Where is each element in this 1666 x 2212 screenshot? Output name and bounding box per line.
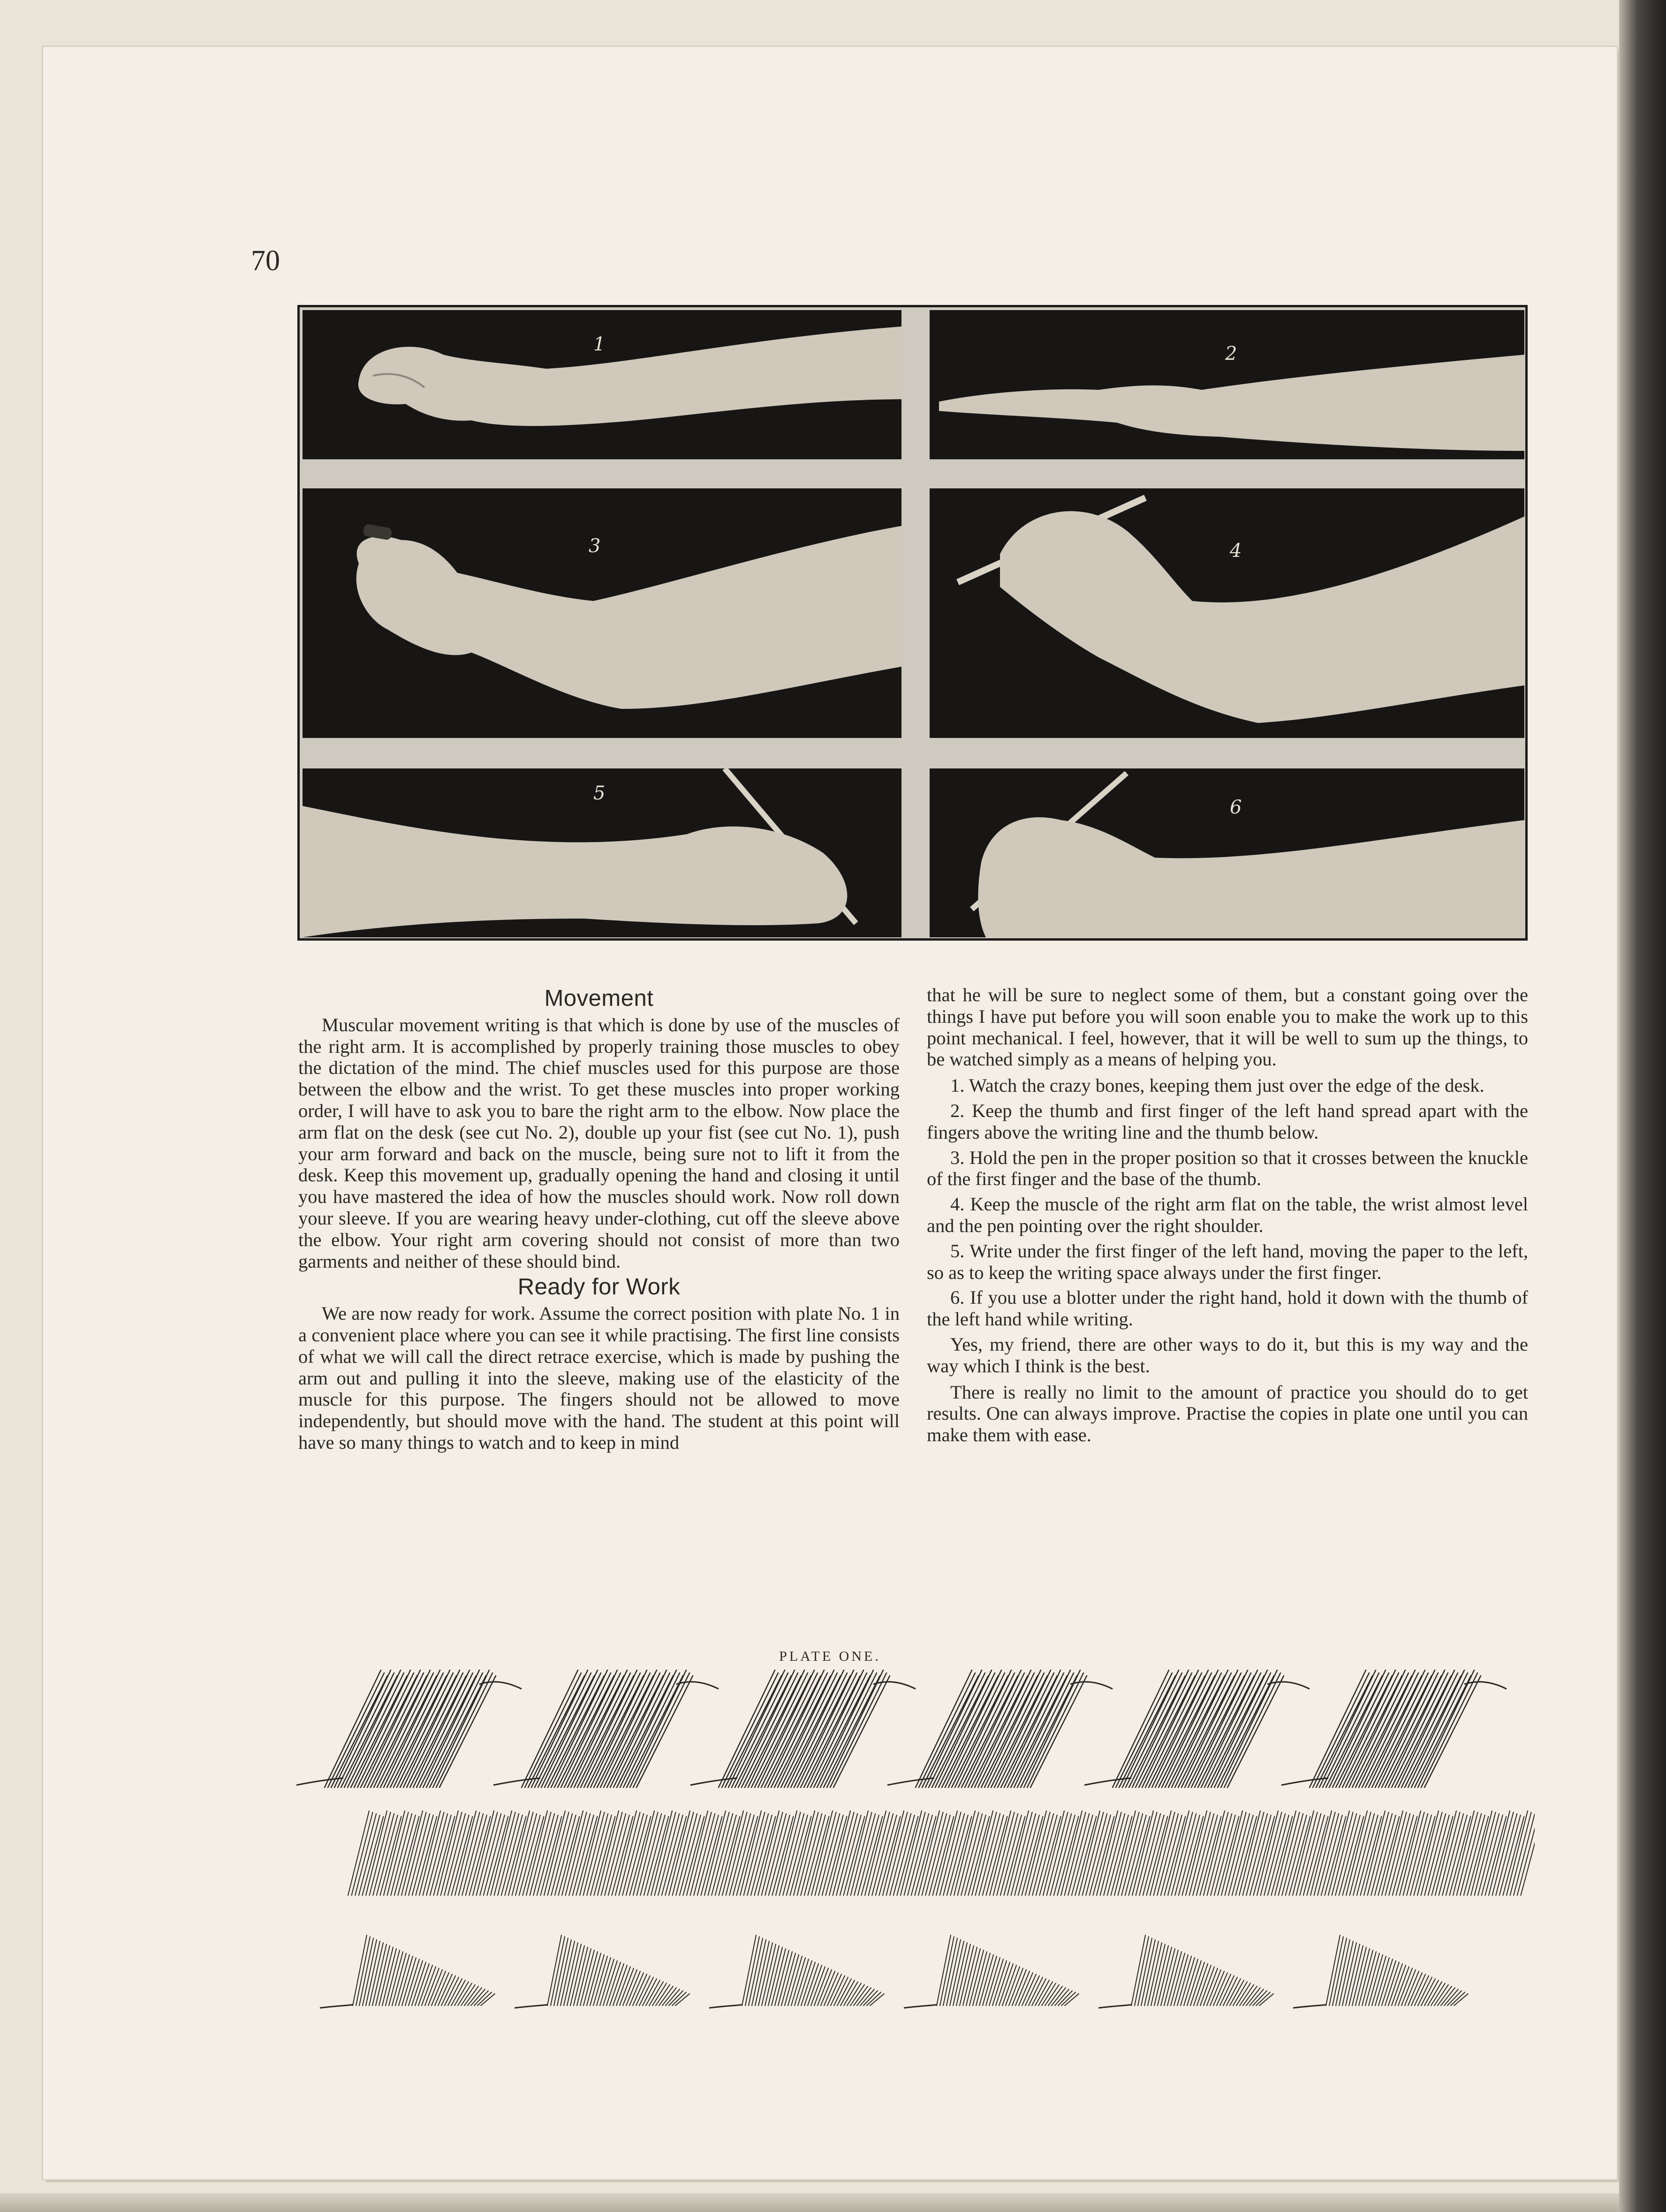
pen-hold-arm-illustration (930, 488, 1524, 738)
paragraph-movement: Muscular movement writing is that which is done by use of the muscles of the right arm. It is accomplished by properly training those muscles to obey the dictation of the mind. The chief muscles used for this purpose are those between the elbow and the wrist. To get these muscles into proper working order, I will have to ask you to bare the right arm to the elbow. Now place the arm flat on the desk (see cut No. 2), double up your fist (see cut No. 1), push your arm forward and back on the muscle, being sure not to lift it from the desk. Keep this movement up, gradually opening the hand and closing it until you have mastered the idea of how the muscles should work. Now roll down your sleeve. If you are wearing heavy under-clothing, cut off the sleeve above the elbow. Your right arm covering should not consist of more than two garments and neither of these should bind. (298, 1014, 900, 1272)
pen-fist-arm-illustration (303, 488, 901, 738)
connecting-stroke (904, 2005, 937, 2008)
fist-arm-illustration (303, 310, 901, 459)
pen-stroke (666, 1989, 680, 2006)
arm-position-photo-plate (297, 305, 1528, 941)
pen-stroke (468, 1988, 482, 2006)
pen-stroke (860, 1989, 874, 2006)
pen-stroke (1246, 1988, 1260, 2006)
pen-stroke (662, 1988, 676, 2006)
book-page (43, 47, 1617, 2179)
photo-cut-1-fist (303, 310, 901, 459)
list-item: 2. Keep the thumb and first finger of the left hand spread apart with the fingers above the writing line and the thumb below. (927, 1100, 1528, 1143)
connecting-stroke (1098, 2005, 1131, 2008)
connecting-stroke (515, 2005, 547, 2008)
photo-cut-2-flat-hand (930, 310, 1524, 459)
right-text-column (927, 984, 1528, 1451)
list-item: 3. Hold the pen in the proper position so that it crosses between the knuckle of the first finger and the base of the thumb. (927, 1147, 1528, 1190)
pen-writing-arm-illustration (930, 768, 1524, 937)
exercise-row-continuous (296, 1802, 1535, 1905)
plate-caption: PLATE ONE. (779, 1649, 881, 1664)
list-item: 6. If you use a blotter under the right hand, hold it down with the thumb of the left hand while writing. (927, 1287, 1528, 1330)
paragraph-other-ways: Yes, my friend, there are other ways to do it, but this is my way and the way which I think is the best. (927, 1333, 1528, 1376)
list-item: 5. Write under the first finger of the left hand, moving the paper to the left, so as to keep the writing space always under the first finger. (927, 1240, 1528, 1283)
cut-number-3: 3 (589, 535, 601, 557)
flat-hand-arm-illustration (930, 310, 1524, 459)
photo-cut-4-pen-hold (930, 488, 1524, 738)
paragraph-no-limit: There is really no limit to the amount of practice you should do to get results. One can always improve. Practise the copies in plate one until you can make them with ease. (927, 1381, 1528, 1446)
paragraph-ready-for-work: We are now ready for work. Assume the correct position with plate No. 1 in a convenient place where you can see it while practising. The first line consists of what we will call the direct retrace exercise, which is made by pushing the arm out and pulling it into the sleeve, making use of the elasticity of the muscle for this purpose. The fingers should not be allowed to move independently, but should move with the hand. The student at this point will have so many things to watch and to keep in mind (298, 1303, 900, 1453)
photo-cut-5-side-view (303, 768, 901, 937)
photo-cut-6-pen-writing (930, 768, 1524, 937)
pen-stroke (471, 1989, 485, 2006)
photo-cut-3-pen-fist (303, 488, 901, 738)
cut-number-5: 5 (593, 783, 606, 804)
diminishing-retrace-strokes (296, 1912, 1535, 2020)
exercise-row-direct-retrace (296, 1656, 1535, 1802)
list-item: 1. Watch the crazy bones, keeping them just over the edge of the desk. (950, 1075, 1484, 1096)
continuous-retrace-strokes (296, 1802, 1535, 1905)
paragraph-continued: that he will be sure to neglect some of them, but a constant going over the things I have put before you will soon enable you to make the work up to this point mechanical. I feel, however, that it will be well to sum up the things, to be watched simply as a means of helping you. (927, 984, 1528, 1070)
pen-stroke (1055, 1989, 1069, 2006)
exercise-row-diminishing (296, 1912, 1535, 2020)
pen-stroke (1444, 1989, 1458, 2006)
connecting-stroke (1293, 2005, 1326, 2008)
scan-background-edge (1619, 0, 1666, 2212)
pen-stroke (1441, 1988, 1455, 2006)
pen-stroke (1052, 1988, 1066, 2006)
connecting-stroke (709, 2005, 742, 2008)
cut-number-2: 2 (1225, 343, 1237, 365)
cut-number-1: 1 (593, 334, 606, 355)
page-number: 70 (251, 245, 280, 277)
pen-stroke (857, 1988, 871, 2006)
left-text-column (298, 984, 900, 1458)
direct-retrace-strokes (296, 1656, 1535, 1802)
connecting-stroke (320, 2005, 353, 2008)
cut-number-6: 6 (1230, 797, 1242, 818)
heading-ready-for-work: Ready for Work (517, 1274, 681, 1300)
pen-stroke (1250, 1989, 1264, 2006)
cut-number-4: 4 (1230, 540, 1242, 562)
list-item: 4. Keep the muscle of the right arm flat on the table, the wrist almost level and the pen pointing over the right shoulder. (927, 1193, 1528, 1236)
scan-background-bottom (0, 2193, 1619, 2212)
heading-movement: Movement (544, 986, 654, 1011)
